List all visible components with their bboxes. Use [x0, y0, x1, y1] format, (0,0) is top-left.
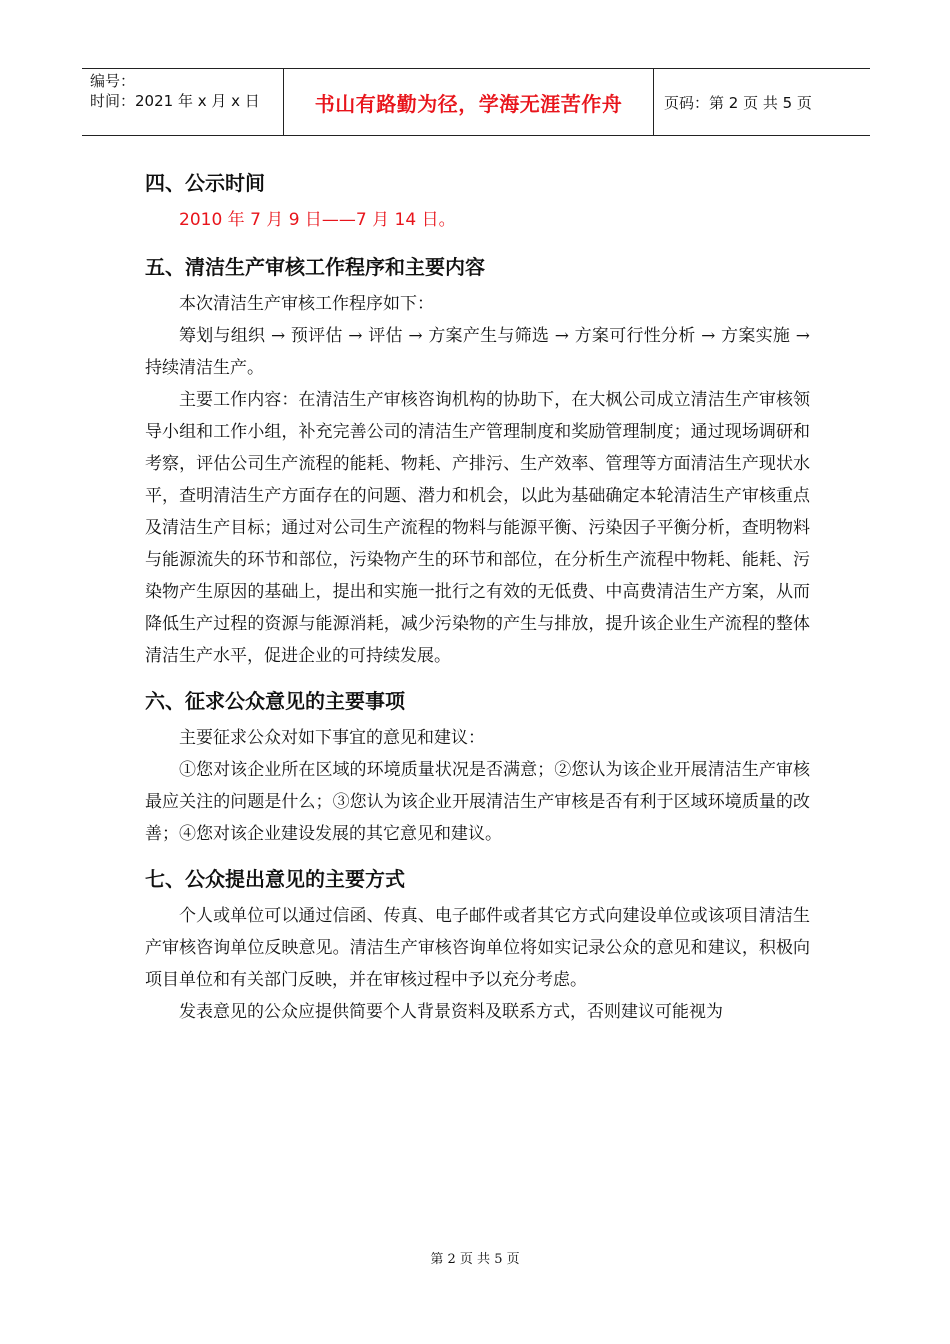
header-page-number: 页码：第 2 页 共 5 页	[664, 93, 812, 112]
page-footer: 第 2 页 共 5 页	[430, 1252, 520, 1267]
section-5-title: 五、清洁生产审核工作程序和主要内容	[145, 255, 485, 279]
section-7-title: 七、公众提出意见的主要方式	[145, 867, 405, 891]
section-7-body-2: 发表意见的公众应提供简要个人背景资料及联系方式，否则建议可能视为	[179, 1002, 723, 1022]
section-6-body: ①您对该企业所在区域的环境质量状况是否满意；②您认为该企业开展清洁生产审核最应关注的问题是什么；③您认为该企业开展清洁生产审核是否有利于区域环境质量的改善；④您对该企业建设发展的其它意见和建议。	[145, 760, 810, 844]
section-5-flow: 筹划与组织 → 预评估 → 评估 → 方案产生与筛选 → 方案可行性分析 → 方案实施 → 持续清洁生产。	[145, 326, 810, 378]
document-body	[145, 164, 810, 1028]
section-4-date: 2010 年 7 月 9 日——7 月 14 日。	[179, 210, 456, 230]
header-motto: 书山有路勤为径，学海无涯苦作舟	[284, 69, 654, 135]
header-meta	[82, 69, 284, 135]
section-6-intro: 主要征求公众对如下事宜的意见和建议：	[179, 728, 485, 748]
section-7-body-1: 个人或单位可以通过信函、传真、电子邮件或者其它方式向建设单位或该项目清洁生产审核咨询单位反映意见。清洁生产审核咨询单位将如实记录公众的意见和建议，积极向项目单位和有关部门反映，并在审核过程中予以充分考虑。	[145, 906, 810, 990]
section-5-intro: 本次清洁生产审核工作程序如下：	[179, 294, 434, 314]
section-4-title: 四、公示时间	[145, 171, 265, 195]
page-header	[82, 68, 870, 136]
section-5-body: 主要工作内容：在清洁生产审核咨询机构的协助下，在大枫公司成立清洁生产审核领导小组和工作小组，补充完善公司的清洁生产管理制度和奖励管理制度；通过现场调研和考察，评估公司生产流程的能耗、物耗、产排污、生产效率、管理等方面清洁生产现状水平，查明清洁生产方面存在的问题、潜力和机会，以此为基础确定本轮清洁生产审核重点及清洁生产目标；通过对公司生产流程的物料与能源平衡、污染因子平衡分析，查明物料与能源流失的环节和部位，污染物产生的环节和部位，在分析生产流程中物耗、能耗、污染物产生原因的基础上，提出和实施一批行之有效的无低费、中高费清洁生产方案，从而降低生产过程的资源与能源消耗，减少污染物的产生与排放，提升该企业生产流程的整体清洁生产水平，促进企业的可持续发展。	[145, 390, 810, 666]
header-number: 编号：	[90, 72, 136, 90]
header-time: 时间：2021 年 x 月 x 日	[90, 92, 260, 110]
section-6-title: 六、征求公众意见的主要事项	[145, 689, 405, 713]
